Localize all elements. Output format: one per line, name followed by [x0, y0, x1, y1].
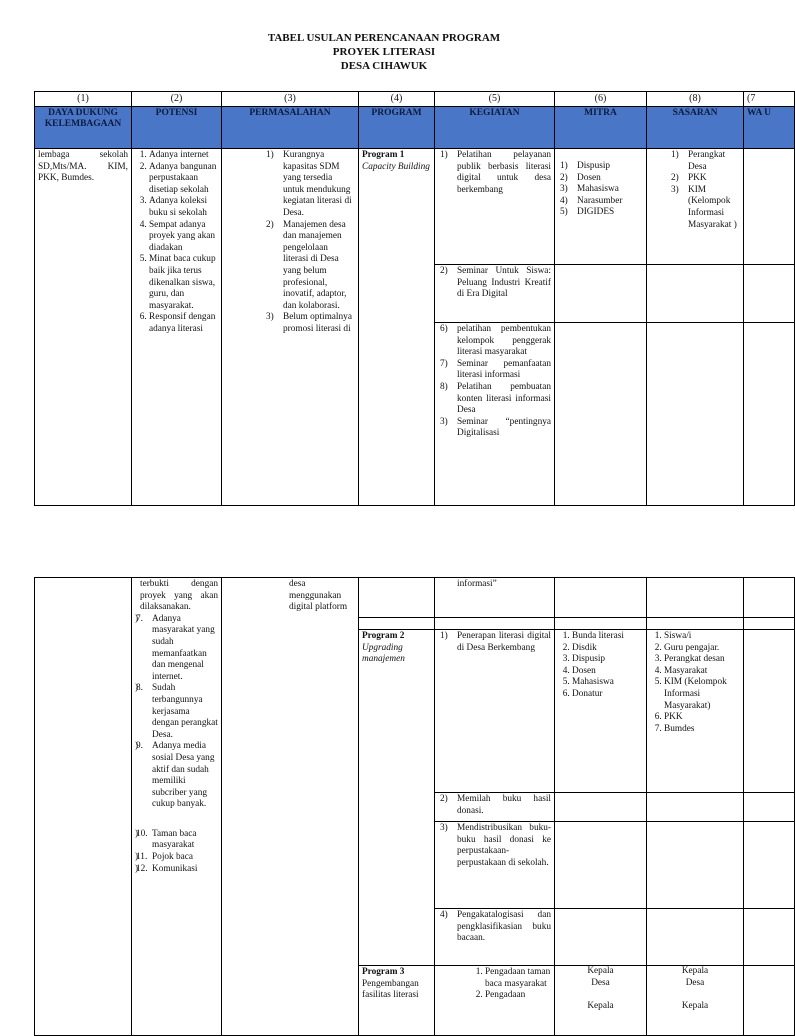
header-program: PROGRAM: [359, 107, 435, 149]
kegiatan-cell: [435, 909, 555, 966]
column-number: (8): [647, 92, 744, 107]
sasaran-list: [669, 150, 740, 231]
mitra-item: Kepala Desa: [587, 966, 614, 988]
waktu-cell: [744, 323, 795, 506]
kegiatan-cell: [435, 793, 555, 822]
mitra-cell: [555, 618, 647, 630]
header-sasaran: SASARAN: [647, 107, 744, 149]
list-item: ) 7. Adanya masyarakat yang sudah memanfaatkan dan mengenal internet.: [152, 614, 218, 684]
mitra-cell: [555, 822, 647, 909]
mitra-list: [558, 161, 643, 219]
list-item: ) 11. Pojok baca: [152, 852, 218, 864]
list-item: 6. Donatur: [572, 689, 643, 701]
waktu-cell: [744, 149, 795, 265]
permasalahan-continued: desa menggunakan digital platform: [289, 579, 348, 613]
kegiatan-continued: informasi”: [457, 579, 497, 589]
header-permasalahan: PERMASALAHAN: [222, 107, 359, 149]
daya-dukung-cell: lembaga sekolah SD,Mts/MA. KIM, PKK, Bumdes.: [35, 149, 132, 506]
list-item: 3. Adanya koleksi buku si sekolah: [149, 196, 218, 219]
header-kegiatan: KEGIATAN: [435, 107, 555, 149]
program-cell: [359, 966, 435, 1036]
header-potensi: POTENSI: [132, 107, 222, 149]
list-item: 1. Bunda literasi: [572, 631, 643, 643]
permasalahan-cell: [222, 149, 359, 506]
list-item: 7) Seminar pemanfaatan literasi informasi: [457, 359, 551, 382]
program-cell: [359, 149, 435, 506]
header-mitra: MITRA: [555, 107, 647, 149]
sasaran-cell: [647, 793, 744, 822]
list-item: 3) Mendistribusikan buku-buku hasil donasi ke perpustakaan-perpustakaan di sekolah.: [457, 823, 551, 869]
permasalahan-cell: [222, 578, 359, 1036]
sasaran-cell: [647, 578, 744, 618]
list-item: 3. Dispusip: [572, 654, 643, 666]
list-item: 4. Sempat adanya proyek yang akan diadakan: [149, 220, 218, 255]
list-item: 5) DIGIDES: [577, 207, 643, 219]
column-number: (2): [132, 92, 222, 107]
program-name: Program 2: [362, 631, 405, 641]
waktu-cell: [744, 793, 795, 822]
program-subtitle: Pengembangan fasilitas literasi: [362, 978, 419, 1001]
kegiatan-cell: [435, 149, 555, 265]
list-item: 2. Guru pengajar.: [664, 643, 740, 655]
potensi-list: [136, 614, 218, 875]
list-item: 5. Mahasiswa: [572, 677, 643, 689]
list-item: 1) Perangkat Desa: [688, 150, 740, 173]
doc-title-line3: DESA CIHAWUK: [340, 60, 428, 72]
list-item: 4. Masyarakat: [664, 666, 740, 678]
potensi-continued: terbukti dengan proyek yang akan dilaksanakan.: [140, 579, 218, 613]
doc-title-line2: PROYEK LITERASI: [332, 46, 436, 58]
column-number: (4): [359, 92, 435, 107]
waktu-cell: [744, 966, 795, 1036]
kegiatan-list: [438, 324, 551, 440]
list-item: 4) Pengakatalogisasi dan pengklasifikasian buku bacaan.: [457, 910, 551, 945]
waktu-cell: [744, 618, 795, 630]
sasaran-cell: [647, 265, 744, 323]
list-item: 2) Memilah buku hasil donasi.: [457, 794, 551, 817]
sasaran-cell: [647, 630, 744, 793]
list-item: 1. Siswa/i: [664, 631, 740, 643]
mitra-cell: [555, 578, 647, 618]
waktu-cell: [744, 822, 795, 909]
sasaran-cell: [647, 323, 744, 506]
program-name: Program 3: [362, 967, 405, 977]
list-item: ) 8. Sudah terbangunnya kerjasama dengan perangkat Desa.: [152, 683, 218, 741]
daya-dukung-cell: [35, 578, 132, 1036]
kegiatan-cell: [435, 630, 555, 793]
sasaran-item: Kepala: [681, 1001, 709, 1012]
list-item: ) 10. Taman baca masyarakat: [152, 829, 218, 852]
program-table-page2: [34, 577, 795, 1036]
sasaran-item: Kepala Desa: [681, 966, 709, 988]
list-item: 1) Pelatihan pelayanan publik berbasis literasi digital untuk desa berkembang: [457, 150, 551, 196]
program-cell: [359, 618, 435, 630]
potensi-cell: [132, 578, 222, 1036]
mitra-cell: [555, 909, 647, 966]
list-item: 3. Perangkat desan: [664, 654, 740, 666]
list-item: 2. Disdik: [572, 643, 643, 655]
kegiatan-cell: [435, 822, 555, 909]
list-item: 2) Manajemen desa dan manajemen pengelolaan literasi di Desa yang belum profesional, inovatif, adaptor, dan kolaborasi.: [283, 220, 355, 313]
list-item: 3) Belum optimalnya promosi literasi di: [283, 312, 355, 335]
potensi-cell: [132, 149, 222, 506]
list-item: 1. Adanya internet: [149, 150, 218, 162]
program-table-page1: [34, 91, 795, 506]
column-number-row: [35, 92, 795, 107]
list-item: 3) Seminar “pentingnya Digitalisasi: [457, 417, 551, 440]
list-item: 2. Pengadaan: [485, 990, 551, 1002]
program-subtitle: Upgrading manajemen: [362, 642, 405, 665]
mitra-item: Kepala: [587, 1001, 614, 1012]
list-item: 2) Dosen: [577, 173, 643, 185]
waktu-cell: [744, 630, 795, 793]
kegiatan-list: [471, 967, 551, 1002]
sasaran-cell: [647, 149, 744, 265]
sasaran-cell: [647, 966, 744, 1036]
waktu-cell: [744, 909, 795, 966]
table-row: [35, 578, 795, 618]
mitra-cell: [555, 265, 647, 323]
list-item: 8) Pelatihan pembuatan konten literasi informasi Desa: [457, 382, 551, 417]
list-item: 3) KIM (Kelompok Informasi Masyarakat ): [688, 185, 740, 231]
list-item: 4) Narasumber: [577, 196, 643, 208]
waktu-cell: [744, 578, 795, 618]
list-item: ) 9. Adanya media sosial Desa yang aktif dan sudah memiliki subcriber yang cukup banyak.: [152, 741, 218, 811]
sasaran-cell: [647, 909, 744, 966]
list-item: 1) Penerapan literasi digital di Desa Berkembang: [457, 631, 551, 654]
sasaran-list: [650, 631, 740, 735]
program-name: Program 1: [362, 150, 405, 160]
mitra-cell: [555, 149, 647, 265]
list-item: 1. Pengadaan taman baca masyarakat: [485, 967, 551, 990]
doc-title-line1: TABEL USULAN PERENCANAAN PROGRAM: [267, 32, 501, 44]
sasaran-cell: [647, 618, 744, 630]
list-item: ) 12. Komunikasi: [152, 864, 218, 876]
list-item: 1) Kurangnya kapasitas SDM yang tersedia untuk mendukung kegiatan literasi di Desa.: [283, 150, 355, 220]
list-item: 2) Seminar Untuk Siswa: Peluang Industri Kreatif di Era Digital: [457, 266, 551, 301]
list-item: 6. PKK: [664, 712, 740, 724]
mitra-cell: [555, 323, 647, 506]
list-item: 5. KIM (Kelompok Informasi Masyarakat): [664, 677, 740, 712]
kegiatan-cell: [435, 966, 555, 1036]
kegiatan-cell: [435, 578, 555, 618]
kegiatan-cell: [435, 323, 555, 506]
mitra-list: [558, 631, 643, 701]
kegiatan-cell: [435, 265, 555, 323]
list-item: 4. Dosen: [572, 666, 643, 678]
mitra-cell: [555, 793, 647, 822]
kegiatan-cell: [435, 618, 555, 630]
list-item: 1) Dispusip: [577, 161, 643, 173]
column-number: (6): [555, 92, 647, 107]
column-number: (7: [744, 92, 795, 107]
potensi-list: [135, 150, 218, 336]
list-item: 5. Minat baca cukup baik jika terus dikenalkan siswa, guru, dan masyarakat.: [149, 254, 218, 312]
program-cell: [359, 630, 435, 966]
column-number: (5): [435, 92, 555, 107]
list-item: 6) pelatihan pembentukan kelompok penggerak literasi masyarakat: [457, 324, 551, 359]
column-number: (1): [35, 92, 132, 107]
mitra-cell: [555, 966, 647, 1036]
header-row: [35, 107, 795, 149]
table-row: [35, 149, 795, 265]
header-daya-dukung: DAYA DUKUNG KELEMBAGAAN: [35, 107, 132, 149]
sasaran-cell: [647, 822, 744, 909]
list-item: 2. Adanya bangunan perpustakaan disetiap sekolah: [149, 162, 218, 197]
list-item: 2) PKK: [688, 173, 740, 185]
program-cell: [359, 578, 435, 618]
mitra-cell: [555, 630, 647, 793]
list-item: 6. Responsif dengan adanya literasi: [149, 312, 218, 335]
program-subtitle: Capacity Building: [362, 161, 430, 172]
list-item: 3) Mahasiswa: [577, 184, 643, 196]
waktu-cell: [744, 265, 795, 323]
permasalahan-list: [264, 150, 355, 336]
header-waktu: WA U: [744, 107, 795, 149]
list-item: 7. Bumdes: [664, 724, 740, 736]
column-number: (3): [222, 92, 359, 107]
